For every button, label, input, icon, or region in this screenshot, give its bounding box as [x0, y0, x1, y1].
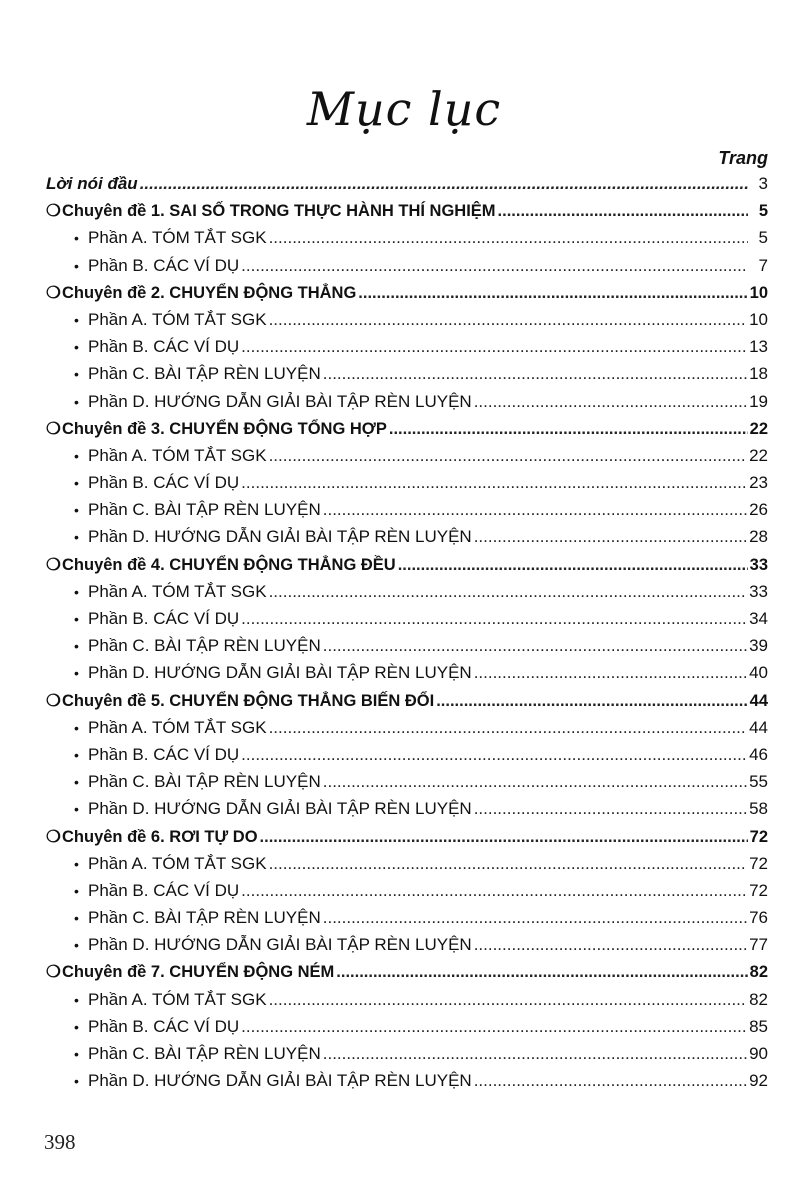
toc-part-entry[interactable] — [46, 663, 768, 690]
toc-page-number: 46 — [749, 744, 768, 764]
toc-part-entry[interactable] — [46, 364, 768, 391]
toc-chapter-entry[interactable] — [46, 827, 768, 854]
toc-entry-intro[interactable] — [46, 174, 768, 201]
dot-leader — [474, 799, 747, 819]
dot-bullet-icon: • — [74, 1073, 79, 1090]
circle-bullet-icon: ❍ — [46, 555, 61, 574]
dot-leader — [241, 473, 747, 493]
toc-part-entry[interactable] — [46, 310, 768, 337]
dot-bullet-icon: • — [74, 746, 79, 763]
toc-chapter-entry[interactable] — [46, 691, 768, 718]
dot-leader — [498, 202, 748, 221]
toc-page-number: 39 — [749, 636, 768, 656]
dot-leader — [269, 228, 748, 248]
toc-page-number: 40 — [749, 663, 768, 683]
dot-bullet-icon: • — [74, 475, 79, 492]
toc-page-number: 7 — [758, 255, 768, 275]
dot-bullet-icon: • — [74, 991, 79, 1008]
footer-page-number: 398 — [44, 1130, 76, 1154]
toc-part-label: Phần B. CÁC VÍ DỤ — [88, 337, 240, 357]
toc-part-label: Phần C. BÀI TẬP RÈN LUYỆN — [88, 636, 321, 656]
dot-leader — [358, 284, 747, 303]
toc-page-number: 33 — [749, 555, 768, 574]
toc-page-number: 72 — [749, 853, 768, 873]
toc-part-label: Phần B. CÁC VÍ DỤ — [88, 744, 240, 764]
toc-page-number: 26 — [749, 500, 768, 520]
toc-chapter-label: Chuyên đề 1. SAI SỐ TRONG THỰC HÀNH THÍ NGHIỆM — [62, 202, 496, 221]
toc-part-entry[interactable] — [46, 718, 768, 745]
dot-bullet-icon: • — [74, 719, 79, 736]
toc-page-number: 82 — [749, 989, 768, 1009]
toc-page-number: 22 — [749, 445, 768, 465]
toc-chapter-entry[interactable] — [46, 419, 768, 446]
toc-page-number: 92 — [749, 1071, 768, 1091]
toc-part-entry[interactable] — [46, 636, 768, 663]
dot-bullet-icon: • — [74, 665, 79, 682]
toc-part-label: Phần B. CÁC VÍ DỤ — [88, 1016, 240, 1036]
dot-leader — [260, 828, 748, 847]
toc-page-number: 58 — [749, 799, 768, 819]
dot-leader — [241, 256, 748, 276]
toc-chapter-label: Chuyên đề 2. CHUYỂN ĐỘNG THẲNG — [62, 283, 357, 302]
dot-bullet-icon: • — [74, 257, 79, 274]
toc-page-number: 82 — [749, 963, 768, 982]
toc-part-entry[interactable] — [46, 582, 768, 609]
dot-bullet-icon: • — [74, 774, 79, 791]
toc-part-label: Phần B. CÁC VÍ DỤ — [88, 473, 240, 493]
toc-part-entry[interactable] — [46, 745, 768, 772]
toc-part-entry[interactable] — [46, 854, 768, 881]
dot-leader — [241, 609, 747, 629]
circle-bullet-icon: ❍ — [46, 202, 61, 221]
dot-bullet-icon: • — [74, 1046, 79, 1062]
dot-leader — [323, 364, 747, 384]
toc-part-label: Phần C. BÀI TẬP RÈN LUYỆN — [88, 364, 321, 384]
dot-leader — [474, 663, 747, 683]
toc-page-number: 10 — [749, 283, 768, 302]
toc-part-entry[interactable] — [46, 772, 768, 799]
dot-bullet-icon: • — [74, 230, 79, 247]
dot-leader — [474, 392, 747, 412]
toc-page-number: 77 — [749, 935, 768, 955]
dot-bullet-icon: • — [74, 583, 79, 600]
toc-part-entry[interactable] — [46, 446, 768, 473]
toc-page-number: 23 — [749, 473, 768, 493]
toc-page-number: 5 — [758, 228, 768, 248]
toc-part-label: Phần D. HƯỚNG DẪN GIẢI BÀI TẬP RÈN LUYỆN — [88, 527, 472, 547]
toc-chapter-entry[interactable] — [46, 962, 768, 989]
toc-part-label: Phần B. CÁC VÍ DỤ — [88, 880, 240, 900]
toc-page-number: 90 — [749, 1044, 768, 1063]
dot-bullet-icon: • — [74, 882, 79, 899]
toc-part-entry[interactable] — [46, 1071, 768, 1098]
toc-page-number: 44 — [749, 717, 768, 737]
dot-leader — [269, 990, 748, 1010]
toc-part-label: Phần A. TÓM TẮT SGK — [88, 309, 267, 329]
toc-part-label: Phần A. TÓM TẮT SGK — [88, 445, 267, 465]
circle-bullet-icon: ❍ — [46, 419, 61, 438]
toc-page-number: 19 — [749, 391, 768, 411]
dot-leader — [474, 527, 747, 547]
dot-leader — [269, 718, 748, 738]
dot-bullet-icon: • — [74, 366, 79, 383]
toc-part-entry[interactable] — [46, 799, 768, 826]
dot-bullet-icon: • — [74, 1018, 79, 1035]
dot-leader — [336, 963, 747, 982]
dot-bullet-icon: • — [74, 801, 79, 818]
dot-leader — [323, 1044, 747, 1064]
dot-leader — [323, 772, 747, 792]
toc-part-entry[interactable] — [46, 228, 768, 255]
dot-leader — [269, 310, 748, 330]
dot-leader — [241, 745, 747, 765]
dot-leader — [269, 446, 748, 466]
toc-part-label: Phần C. BÀI TẬP RÈN LUYỆN — [88, 772, 321, 792]
toc-part-label: Phần C. BÀI TẬP RÈN LUYỆN — [88, 908, 321, 928]
toc-page-number: 5 — [758, 202, 768, 221]
toc-part-entry[interactable] — [46, 473, 768, 500]
toc-entry-label: Lời nói đầu — [46, 174, 138, 193]
dot-bullet-icon: • — [74, 611, 79, 627]
toc-page-number: 76 — [749, 908, 768, 928]
page-title: Mục lục — [306, 82, 502, 136]
toc-page-number: 72 — [749, 880, 768, 900]
toc-chapter-entry[interactable] — [46, 283, 768, 310]
toc-part-label: Phần B. CÁC VÍ DỤ — [88, 255, 240, 275]
dot-leader — [389, 420, 748, 439]
toc-part-label: Phần A. TÓM TẮT SGK — [88, 989, 267, 1009]
toc-part-entry[interactable] — [46, 609, 768, 636]
toc-page-number: 72 — [749, 827, 768, 846]
toc-chapter-entry[interactable] — [46, 555, 768, 582]
dot-bullet-icon: • — [74, 502, 79, 519]
dot-bullet-icon: • — [74, 447, 79, 464]
dot-leader — [474, 935, 747, 955]
circle-bullet-icon: ❍ — [46, 283, 61, 302]
toc-chapter-label: Chuyên đề 4. CHUYỂN ĐỘNG THẲNG ĐỀU — [62, 555, 396, 574]
dot-leader — [474, 1071, 747, 1091]
dot-bullet-icon: • — [74, 339, 79, 356]
toc-chapter-label: Chuyên đề 5. CHUYỂN ĐỘNG THẲNG BIẾN ĐỔI — [62, 691, 435, 710]
toc-part-label: Phần D. HƯỚNG DẪN GIẢI BÀI TẬP RÈN LUYỆN — [88, 391, 472, 411]
toc-part-entry[interactable] — [46, 908, 768, 935]
dot-leader — [323, 500, 747, 520]
toc-page-number: 44 — [749, 691, 768, 710]
dot-bullet-icon: • — [74, 937, 79, 954]
toc-part-label: Phần B. CÁC VÍ DỤ — [88, 609, 240, 628]
dot-leader — [241, 337, 747, 357]
dot-leader — [140, 174, 748, 194]
toc-page-number: 10 — [749, 309, 768, 329]
toc-part-label: Phần D. HƯỚNG DẪN GIẢI BÀI TẬP RÈN LUYỆN — [88, 799, 472, 819]
dot-leader — [323, 636, 747, 656]
toc-part-entry[interactable] — [46, 337, 768, 364]
circle-bullet-icon: ❍ — [46, 691, 61, 710]
dot-bullet-icon: • — [74, 393, 79, 410]
toc-page-number: 33 — [749, 581, 768, 601]
circle-bullet-icon: ❍ — [46, 963, 61, 982]
dot-bullet-icon: • — [74, 311, 79, 328]
toc-page-number: 18 — [749, 364, 768, 384]
dot-leader — [241, 1017, 747, 1037]
dot-leader — [269, 854, 748, 874]
toc-part-entry[interactable] — [46, 256, 768, 283]
toc-part-label: Phần A. TÓM TẮT SGK — [88, 581, 267, 601]
toc-part-label: Phần D. HƯỚNG DẪN GIẢI BÀI TẬP RÈN LUYỆN — [88, 1071, 472, 1091]
toc-part-entry[interactable] — [46, 1044, 768, 1071]
toc-part-label: Phần C. BÀI TẬP RÈN LUYỆN — [88, 500, 321, 520]
toc-part-entry[interactable] — [46, 881, 768, 908]
toc-page-number: 28 — [749, 527, 768, 547]
toc-page-number: 22 — [749, 419, 768, 438]
dot-bullet-icon: • — [74, 529, 79, 546]
toc-chapter-label: Chuyên đề 7. CHUYỂN ĐỘNG NÉM — [62, 963, 335, 982]
toc-part-label: Phần A. TÓM TẮT SGK — [88, 228, 267, 248]
dot-bullet-icon: • — [74, 638, 79, 655]
toc-chapter-entry[interactable] — [46, 201, 768, 228]
dot-bullet-icon: • — [74, 855, 79, 872]
toc-page-number: 3 — [758, 174, 768, 193]
circle-bullet-icon: ❍ — [46, 827, 61, 846]
dot-leader — [436, 692, 747, 711]
toc-part-entry[interactable] — [46, 1017, 768, 1044]
chapter-list — [46, 201, 768, 1098]
dot-bullet-icon: • — [74, 910, 79, 927]
toc-part-entry[interactable] — [46, 500, 768, 527]
toc-part-entry[interactable] — [46, 392, 768, 419]
toc-part-entry[interactable] — [46, 935, 768, 962]
toc-part-label: Phần A. TÓM TẮT SGK — [88, 717, 267, 737]
dot-leader — [323, 908, 747, 928]
toc-page-number: 34 — [749, 609, 768, 628]
toc-part-label: Phần D. HƯỚNG DẪN GIẢI BÀI TẬP RÈN LUYỆN — [88, 663, 472, 683]
dot-leader — [398, 556, 748, 575]
toc-part-entry[interactable] — [46, 527, 768, 554]
toc-part-entry[interactable] — [46, 990, 768, 1017]
toc-part-label: Phần C. BÀI TẬP RÈN LUYỆN — [88, 1044, 321, 1063]
toc-page-number: 55 — [749, 772, 768, 792]
toc-chapter-label: Chuyên đề 6. RƠI TỰ DO — [62, 827, 258, 846]
toc-part-label: Phần D. HƯỚNG DẪN GIẢI BÀI TẬP RÈN LUYỆN — [88, 935, 472, 955]
table-of-contents — [46, 174, 768, 1098]
dot-leader — [241, 881, 747, 901]
page-column-label: Trang — [718, 148, 768, 168]
toc-page-number: 85 — [749, 1016, 768, 1036]
toc-part-label: Phần A. TÓM TẮT SGK — [88, 853, 267, 873]
toc-chapter-label: Chuyên đề 3. CHUYỂN ĐỘNG TỔNG HỢP — [62, 419, 387, 438]
dot-leader — [269, 582, 748, 602]
toc-page-number: 13 — [749, 337, 768, 357]
